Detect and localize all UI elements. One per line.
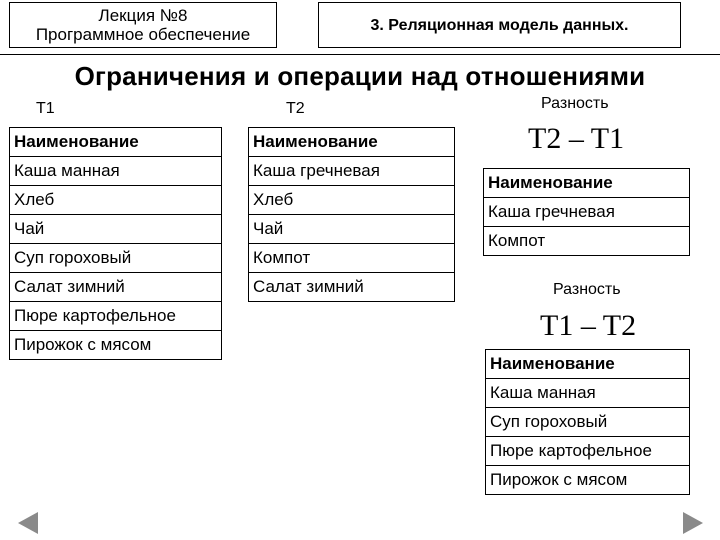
t1-row: Хлеб xyxy=(10,186,222,215)
diff1-caption: Разность xyxy=(541,95,609,112)
topic-header xyxy=(318,2,681,48)
lecture-header xyxy=(9,2,277,48)
t1-caption: T1 xyxy=(36,100,55,117)
diff2-header: Наименование xyxy=(486,350,690,379)
diff2-row: Пюре картофельное xyxy=(486,437,690,466)
t1-row: Каша манная xyxy=(10,157,222,186)
header-divider xyxy=(0,54,720,55)
diff1-table xyxy=(483,168,690,256)
t2-row: Каша гречневая xyxy=(249,157,455,186)
t2-row: Салат зимний xyxy=(249,273,455,302)
t1-header: Наименование xyxy=(10,128,222,157)
t2-row: Хлеб xyxy=(249,186,455,215)
slide-title: Ограничения и операции над отношениями xyxy=(74,61,646,91)
t1-row: Суп гороховый xyxy=(10,244,222,273)
diff2-caption: Разность xyxy=(553,281,621,298)
next-slide-icon[interactable] xyxy=(683,512,703,534)
diff2-row: Пирожок с мясом xyxy=(486,466,690,495)
t2-caption: T2 xyxy=(286,100,305,117)
previous-slide-icon[interactable] xyxy=(18,512,38,534)
t1-row: Салат зимний xyxy=(10,273,222,302)
t2-table xyxy=(248,127,455,302)
t2-header: Наименование xyxy=(249,128,455,157)
t2-row: Чай xyxy=(249,215,455,244)
diff2-row: Суп гороховый xyxy=(486,408,690,437)
diff1-row: Компот xyxy=(484,227,690,256)
t1-row: Пирожок с мясом xyxy=(10,331,222,360)
diff1-header: Наименование xyxy=(484,169,690,198)
t1-row: Пюре картофельное xyxy=(10,302,222,331)
diff2-row: Каша манная xyxy=(486,379,690,408)
t1-row: Чай xyxy=(10,215,222,244)
lecture-course: Программное обеспечение xyxy=(35,25,251,44)
lecture-number: Лекция №8 xyxy=(98,6,188,25)
topic-title: 3. Реляционная модель данных. xyxy=(370,16,629,34)
t1-table xyxy=(9,127,222,360)
diff2-formula: T1 – T2 xyxy=(540,309,637,342)
diff1-row: Каша гречневая xyxy=(484,198,690,227)
t2-row: Компот xyxy=(249,244,455,273)
diff1-formula: T2 – T1 xyxy=(528,122,625,155)
diff2-table xyxy=(485,349,690,495)
